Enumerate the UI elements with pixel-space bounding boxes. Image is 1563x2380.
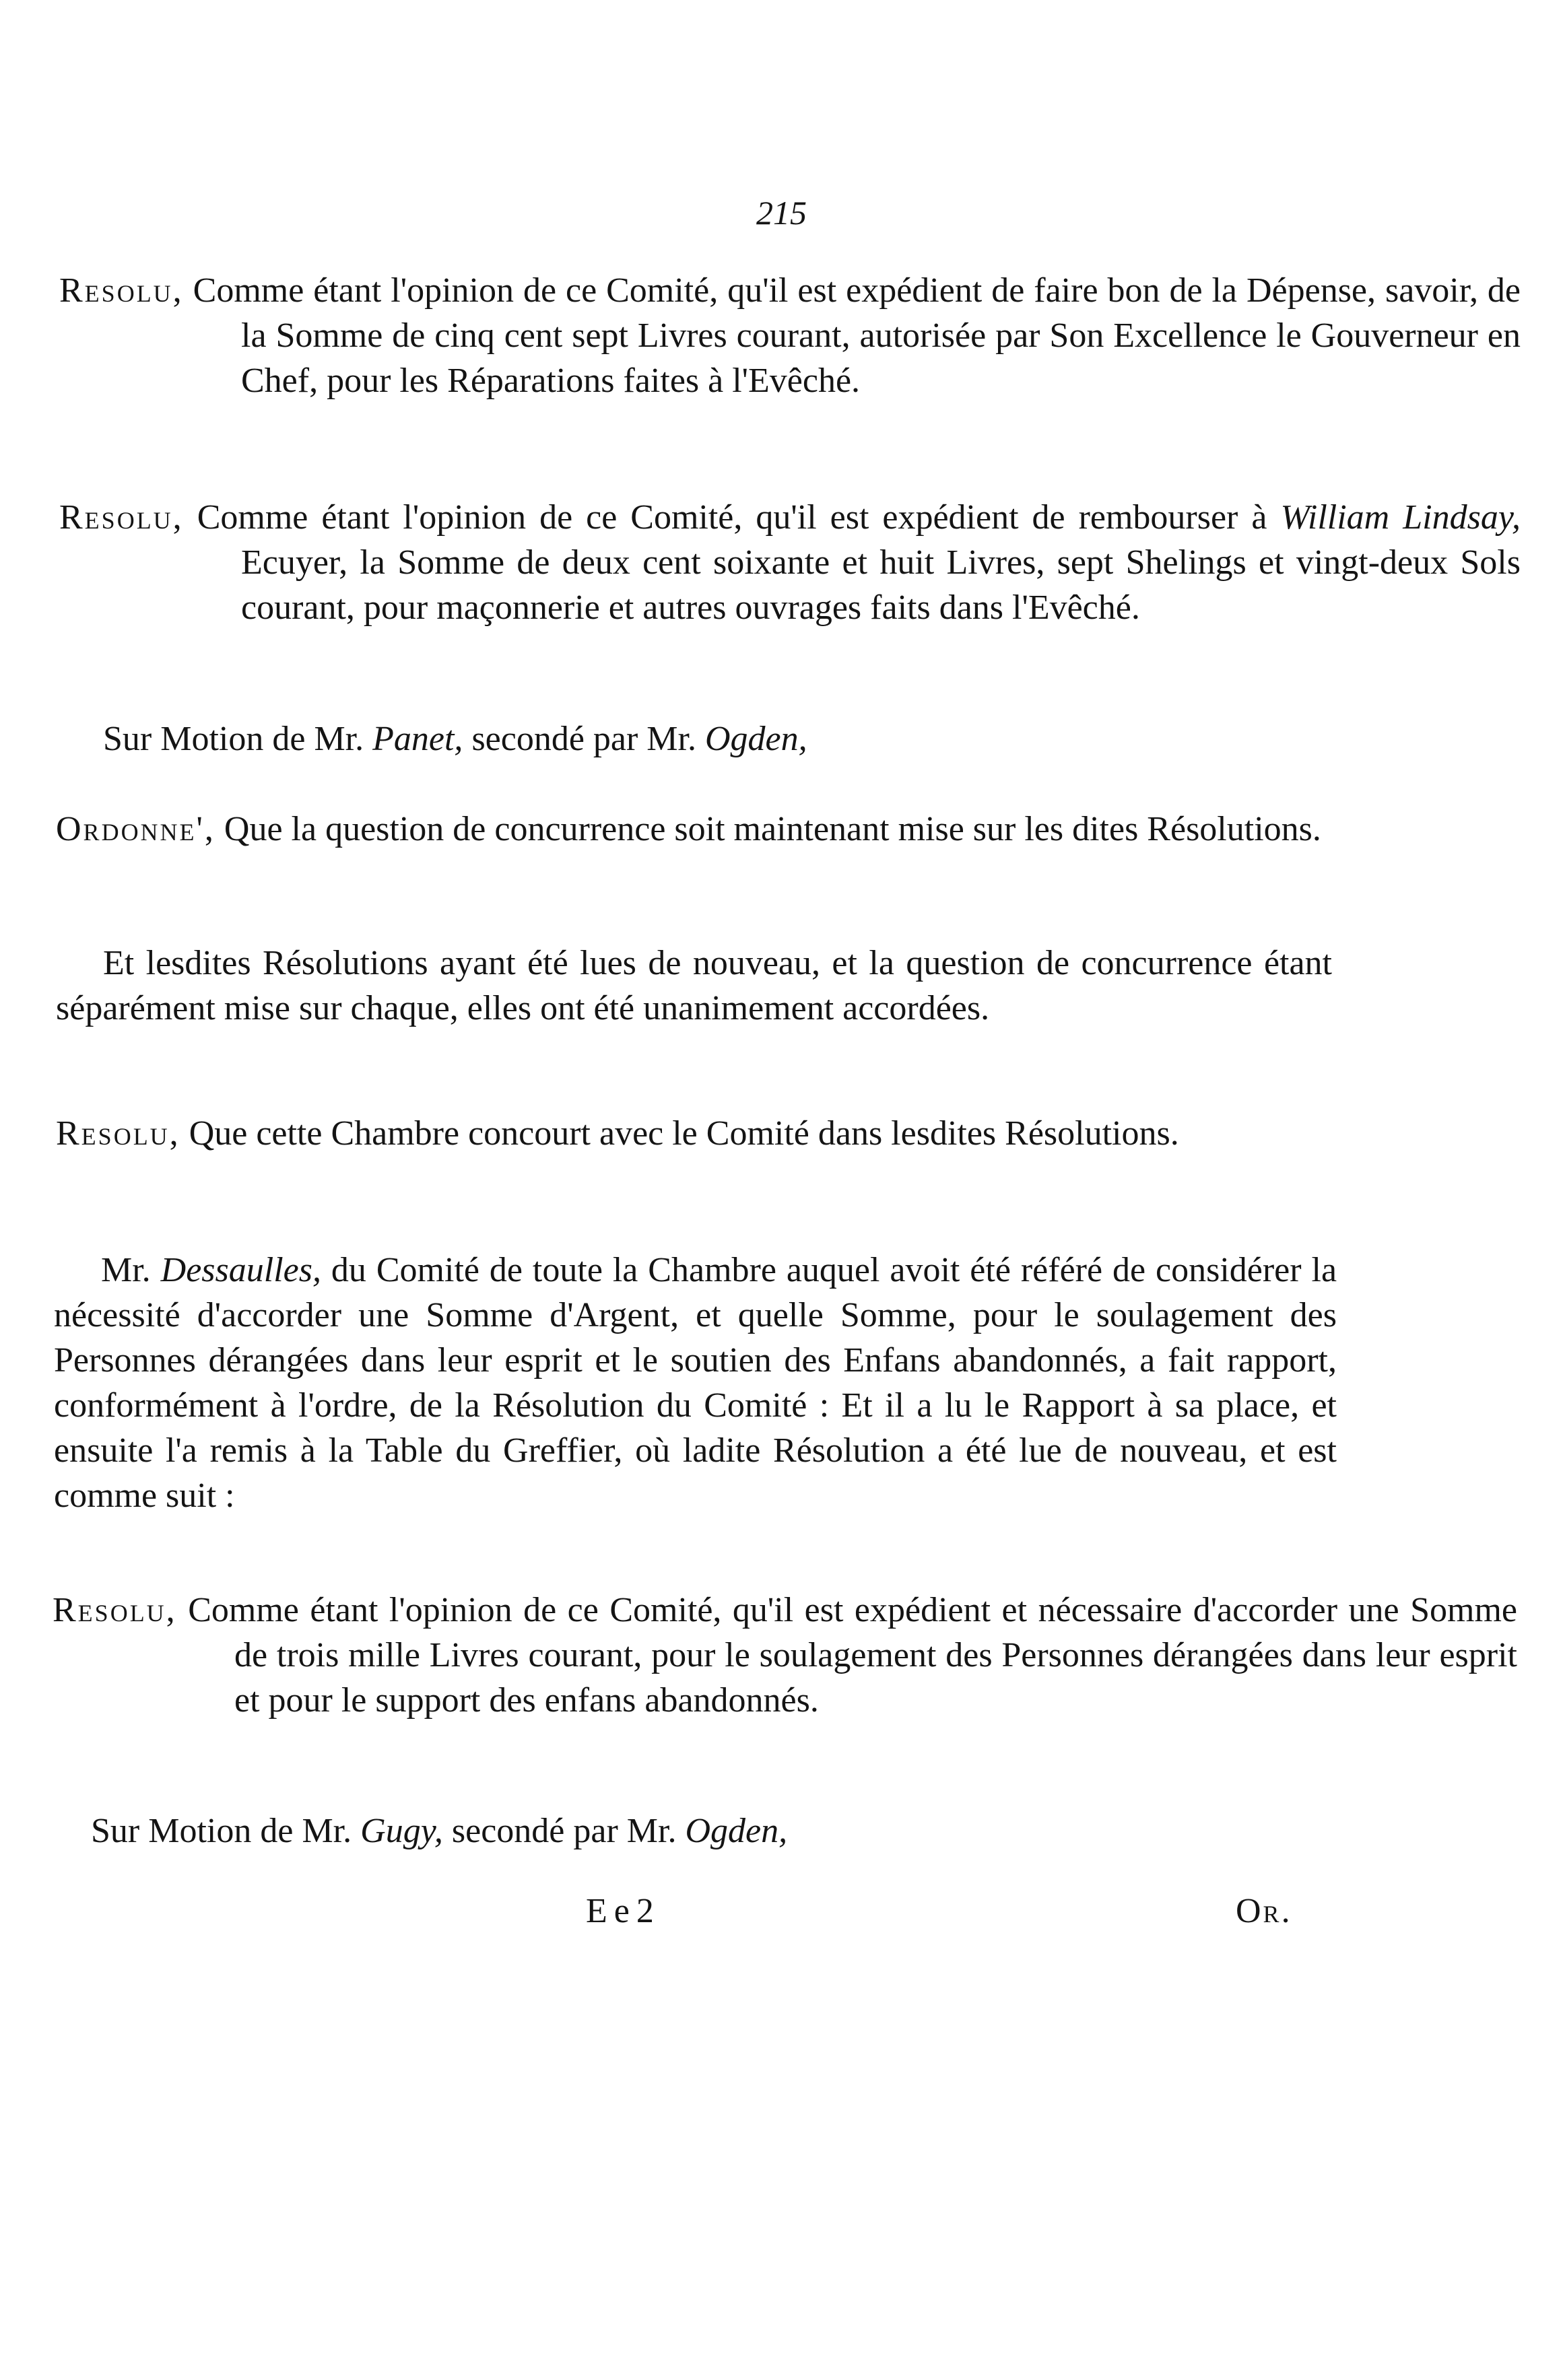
resolution-label: Resolu, — [53, 1591, 177, 1629]
seconder-name: Ogden, — [685, 1812, 788, 1850]
signature-mark: Ee2 — [586, 1892, 661, 1930]
resolution-2 — [59, 495, 1521, 630]
resolution-text: Que cette Chambre concourt avec le Comité dans lesdites Résolutions. — [189, 1114, 1179, 1153]
motion-text: Sur Motion de Mr. — [91, 1812, 352, 1850]
resolution-text: Comme étant l'opinion de ce Comité, qu'il est expédient de rembourser à — [197, 498, 1267, 537]
person-name: Dessaulles, — [160, 1251, 321, 1289]
seconder-name: Ogden, — [705, 720, 807, 758]
order-1 — [56, 807, 1534, 852]
resolution-text: Ecuyer, la Somme de deux cent soixante et huit Livres, sept Shelings et vingt-deux Sols courant, pour maçonnerie et autres ouvrages faits dans l'Evêché. — [241, 543, 1521, 627]
paragraph-text: du Comité de toute la Chambre auquel avoit été référé de considérer la nécessité d'accorder une Somme d'Argent, et quelle Somme, pour le soulagement des Personnes dérangées dans leur esprit et le soutien des Enfans abandonnés, a fait rapport, conformément à l'ordre, de la Résolution du Comité : Et il a lu le Rapport à sa place, et ensuite l'a remis à la Table du Greffier, où ladite Résolution a été lue de nouveau, et est comme suit : — [54, 1251, 1337, 1515]
person-name: William Lindsay, — [1280, 498, 1521, 537]
paragraph-2 — [54, 1248, 1337, 1518]
paragraph-text: Et lesdites Résolutions ayant été lues de nouveau, et la question de concurrence étant séparément mise sur chaque, elles ont été unanimement accordées. — [56, 944, 1332, 1027]
resolution-3 — [56, 1111, 1521, 1156]
resolution-1 — [59, 268, 1521, 403]
resolution-text: Comme étant l'opinion de ce Comité, qu'il est expédient et nécessaire d'accorder une Somme de trois mille Livres courant, pour le soulagement des Personnes dérangées dans leur esprit et pour le support des enfans abandonnés. — [188, 1591, 1517, 1720]
mover-name: Panet, — [372, 720, 463, 758]
order-text: Que la question de concurrence soit maintenant mise sur les dites Résolutions. — [224, 810, 1321, 848]
motion-1 — [103, 716, 1335, 761]
resolution-label: Resolu, — [59, 271, 184, 310]
order-label: Ordonne', — [56, 810, 215, 848]
page-number: 215 — [756, 194, 807, 232]
resolution-text: Comme étant l'opinion de ce Comité, qu'il est expédient de faire bon de la Dépense, savoir, de la Somme de cinq cent sept Livres courant, autorisée par Son Excellence le Gouverneur en Chef, pour les Réparations faites à l'Evêché. — [193, 271, 1521, 400]
motion-text: secondé par Mr. — [471, 720, 696, 758]
resolution-label: Resolu, — [56, 1114, 180, 1153]
resolution-label: Resolu, — [59, 498, 184, 537]
mover-name: Gugy, — [360, 1812, 443, 1850]
catchword: Or. — [1236, 1892, 1292, 1930]
motion-text: Sur Motion de Mr. — [103, 720, 364, 758]
paragraph-1 — [56, 941, 1332, 1031]
motion-2 — [91, 1808, 1330, 1854]
paragraph-text: Mr. — [101, 1251, 151, 1289]
resolution-4 — [53, 1588, 1517, 1723]
motion-text: secondé par Mr. — [451, 1812, 677, 1850]
